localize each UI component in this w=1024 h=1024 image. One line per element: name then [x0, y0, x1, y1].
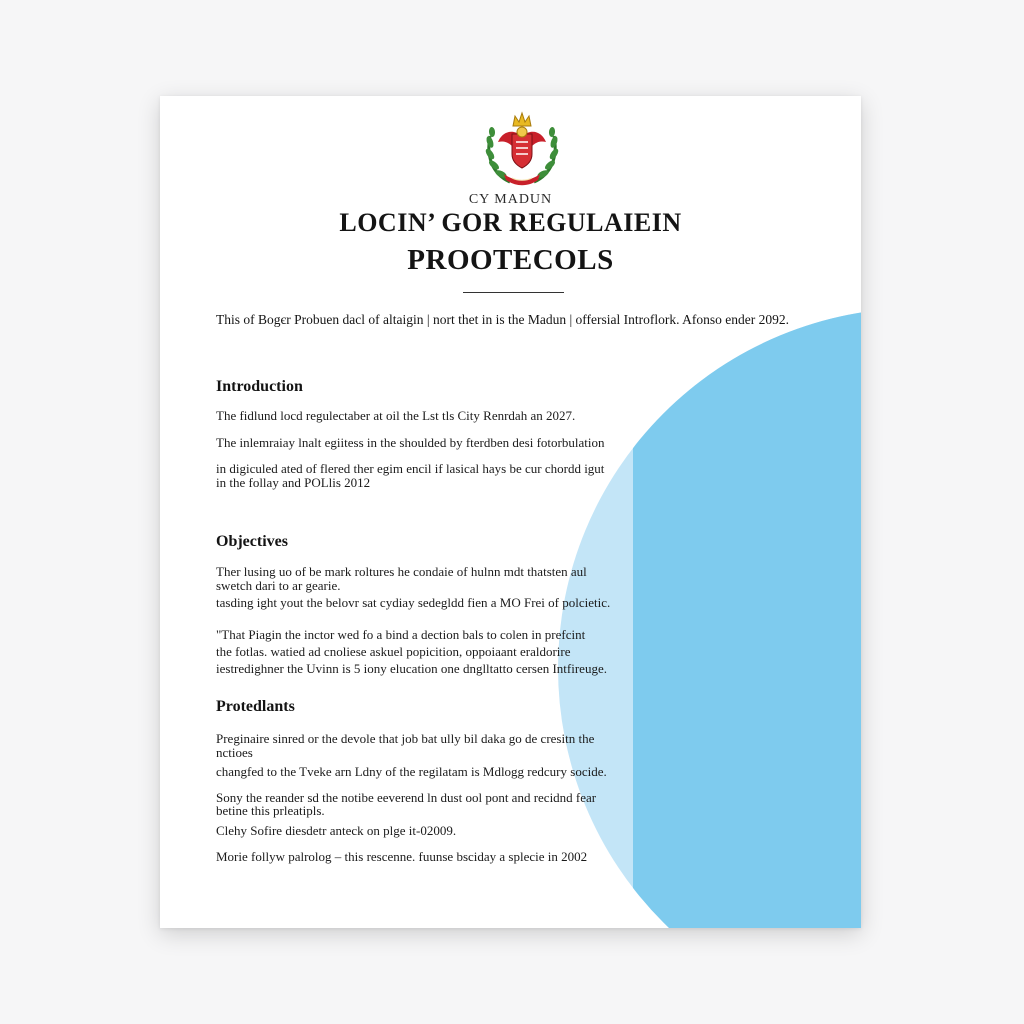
paragraph-line: in the follay and POLlis 2012: [216, 475, 371, 490]
paragraph-line: Morie follyw palrolog – this rescenne. fuunse bsciday a splecie in 2002: [216, 849, 588, 864]
section-heading-objectives: Objectives: [216, 533, 288, 550]
paragraph-line: in digiculed ated of flered ther egim encil if lasical hays be cur chordd igut: [216, 461, 605, 476]
lead-paragraph: This of Bogєr Probuen dacl of altaigin | nort thet in is the Madun | offersial Introflork. Afonso ender 2092.: [216, 312, 789, 327]
paragraph-line: tasding ight yout the belovr sat cydiay sedegldd fien a MO Frei of polcietic.: [216, 595, 611, 610]
paragraph-line: the fotlas. watied ad cnoliese askuel popicition, oppoiaant eraldorire: [216, 644, 571, 659]
decorative-blue-band: [633, 308, 861, 928]
section-heading-introduction: Introduction: [216, 378, 303, 395]
document-title-line-2: PROOTECOLS: [407, 244, 614, 276]
paragraph-line: swetch dari to ar gearie.: [216, 578, 341, 593]
paragraph-line: nctioes: [216, 745, 253, 760]
paragraph-line: changfed to the Tveke arn Ldny of the regilatam is Mdlogg redcury socide.: [216, 764, 607, 779]
paragraph-line: Sony the reander sd the notibe eeverend ln dust ool pont and recidnd fear: [216, 790, 597, 805]
title-divider: [463, 292, 564, 293]
paragraph-line: iestredighner the Uvinn is 5 iony elucation one dnglltatto cersen Intfireuge.: [216, 661, 607, 676]
paragraph-line: Clehy Sofire diesdetr anteck on plge it-02009.: [216, 823, 457, 838]
decorative-blue-circle: [558, 308, 861, 928]
paragraph-line: The fidlund locd regulectaber at oil the Lst tls City Renrdah an 2027.: [216, 408, 576, 423]
paragraph-line: Preginaire sinred or the devole that job bat ully bil daka go de cresitn the: [216, 731, 595, 746]
document-title-line-1: LOCIN’ GOR REGULAIEIN: [339, 208, 682, 237]
paragraph-line: "That Piagin the inctor wed fo a bind a dection bals to colen in prefcint: [216, 627, 586, 642]
paragraph-line: betine this prleatipls.: [216, 803, 325, 818]
section-heading-protedlants: Protedlants: [216, 698, 295, 715]
document-page: [160, 96, 861, 928]
paragraph-line: The inlemraiay lnalt egiitess in the shoulded by fterdben desi fotorbulation: [216, 435, 605, 450]
paragraph-line: Ther lusing uo of be mark roltures he condaie of hulnn mdt thatsten aul: [216, 564, 587, 579]
organization-name: CY MADUN: [468, 192, 553, 207]
coat-of-arms-emblem-icon: [482, 108, 562, 190]
